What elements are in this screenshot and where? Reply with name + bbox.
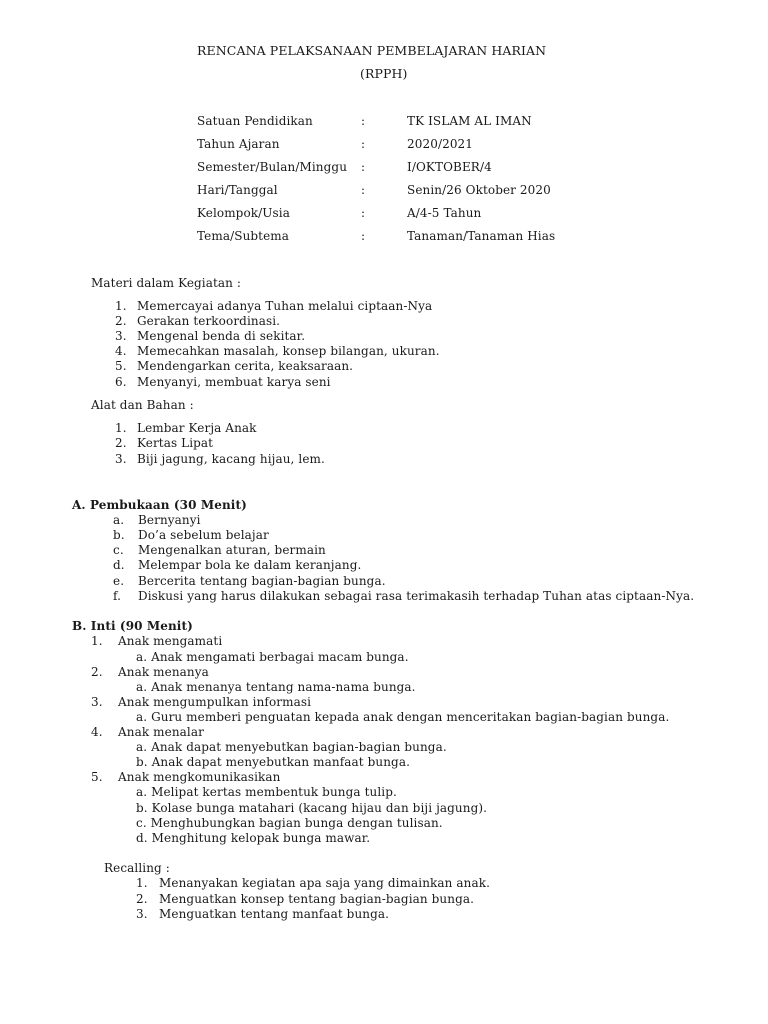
- sub-list-item: a. Anak dapat menyebutkan bagian-bagian bunga.: [136, 740, 447, 754]
- sub-list-item: a. Melipat kertas membentuk bunga tulip.: [136, 785, 397, 799]
- list-item: Kertas Lipat: [137, 436, 214, 450]
- list-item-number: 5.: [91, 770, 103, 784]
- list-item-number: 5.: [115, 359, 127, 373]
- list-item-number: 3.: [115, 329, 127, 343]
- list-item: Diskusi yang harus dilakukan sebagai rasa terimakasih terhadap Tuhan atas ciptaan-Nya.: [138, 589, 695, 603]
- list-item: Mendengarkan cerita, keaksaraan.: [137, 359, 354, 373]
- list-item: Mengenal benda di sekitar.: [137, 329, 306, 343]
- list-item-letter: e.: [113, 574, 125, 588]
- list-item-number: 2.: [91, 665, 103, 679]
- list-item: Bercerita tentang bagian-bagian bunga.: [138, 574, 386, 588]
- info-value: 2020/2021: [407, 137, 474, 151]
- info-label: Tahun Ajaran: [197, 137, 280, 151]
- list-item-number: 2.: [136, 892, 148, 906]
- info-separator: :: [361, 229, 366, 243]
- list-item: Menyanyi, membuat karya seni: [137, 375, 331, 389]
- list-item-number: 1.: [91, 634, 103, 648]
- list-item-letter: f.: [113, 589, 122, 603]
- recalling-heading: Recalling :: [104, 861, 170, 875]
- list-item: Anak menanya: [118, 665, 209, 679]
- info-separator: :: [361, 114, 366, 128]
- list-item: Gerakan terkoordinasi.: [137, 314, 281, 328]
- list-item-number: 2.: [115, 314, 127, 328]
- list-item-letter: a.: [113, 513, 125, 527]
- sub-list-item: b. Kolase bunga matahari (kacang hijau dan biji jagung).: [136, 801, 488, 815]
- alat-heading: Alat dan Bahan :: [91, 398, 194, 412]
- list-item: Menguatkan konsep tentang bagian-bagian bunga.: [159, 892, 475, 906]
- list-item: Menguatkan tentang manfaat bunga.: [159, 907, 390, 921]
- list-item: Menanyakan kegiatan apa saja yang dimainkan anak.: [159, 876, 491, 890]
- list-item-number: 3.: [136, 907, 148, 921]
- sub-list-item: a. Anak menanya tentang nama-nama bunga.: [136, 680, 416, 694]
- info-separator: :: [361, 137, 366, 151]
- list-item-number: 2.: [115, 436, 127, 450]
- sub-list-item: c. Menghubungkan bagian bunga dengan tulisan.: [136, 816, 443, 830]
- document-subtitle: (RPPH): [360, 66, 408, 81]
- info-label: Tema/Subtema: [197, 229, 290, 243]
- info-value: TK ISLAM AL IMAN: [407, 114, 532, 128]
- list-item: Mengenalkan aturan, bermain: [138, 543, 326, 557]
- list-item: Memecahkan masalah, konsep bilangan, ukuran.: [137, 344, 440, 358]
- section-heading-inti: B. Inti (90 Menit): [72, 619, 193, 633]
- info-separator: :: [361, 160, 366, 174]
- list-item: Do’a sebelum belajar: [138, 528, 269, 542]
- list-item-number: 1.: [115, 421, 127, 435]
- info-value: A/4-5 Tahun: [407, 206, 482, 220]
- info-value: Senin/26 Oktober 2020: [407, 183, 551, 197]
- list-item-number: 1.: [115, 299, 127, 313]
- section-heading-pembukaan: A. Pembukaan (30 Menit): [72, 498, 247, 512]
- info-label: Semester/Bulan/Minggu: [197, 160, 348, 174]
- list-item: Biji jagung, kacang hijau, lem.: [137, 452, 325, 466]
- list-item-number: 3.: [115, 452, 127, 466]
- list-item: Bernyanyi: [138, 513, 201, 527]
- list-item: Anak mengkomunikasikan: [118, 770, 281, 784]
- info-separator: :: [361, 206, 366, 220]
- list-item: Memercayai adanya Tuhan melalui ciptaan-Nya: [137, 299, 433, 313]
- list-item: Anak mengumpulkan informasi: [118, 695, 312, 709]
- info-label: Satuan Pendidikan: [197, 114, 313, 128]
- list-item-number: 3.: [91, 695, 103, 709]
- list-item: Anak mengamati: [118, 634, 223, 648]
- sub-list-item: d. Menghitung kelopak bunga mawar.: [136, 831, 371, 845]
- list-item-number: 1.: [136, 876, 148, 890]
- sub-list-item: b. Anak dapat menyebutkan manfaat bunga.: [136, 755, 410, 769]
- list-item-number: 4.: [115, 344, 127, 358]
- info-label: Hari/Tanggal: [197, 183, 278, 197]
- document-title: RENCANA PELAKSANAAN PEMBELAJARAN HARIAN: [197, 43, 547, 58]
- info-value: I/OKTOBER/4: [407, 160, 492, 174]
- list-item-letter: d.: [113, 558, 125, 572]
- list-item-letter: b.: [113, 528, 125, 542]
- list-item: Anak menalar: [118, 725, 204, 739]
- sub-list-item: a. Guru memberi penguatan kepada anak dengan menceritakan bagian-bagian bunga.: [136, 710, 670, 724]
- list-item: Melempar bola ke dalam keranjang.: [138, 558, 362, 572]
- info-label: Kelompok/Usia: [197, 206, 290, 220]
- list-item: Lembar Kerja Anak: [137, 421, 257, 435]
- materi-heading: Materi dalam Kegiatan :: [91, 276, 242, 290]
- info-separator: :: [361, 183, 366, 197]
- sub-list-item: a. Anak mengamati berbagai macam bunga.: [136, 650, 409, 664]
- list-item-letter: c.: [113, 543, 124, 557]
- list-item-number: 4.: [91, 725, 103, 739]
- info-value: Tanaman/Tanaman Hias: [407, 229, 556, 243]
- list-item-number: 6.: [115, 375, 127, 389]
